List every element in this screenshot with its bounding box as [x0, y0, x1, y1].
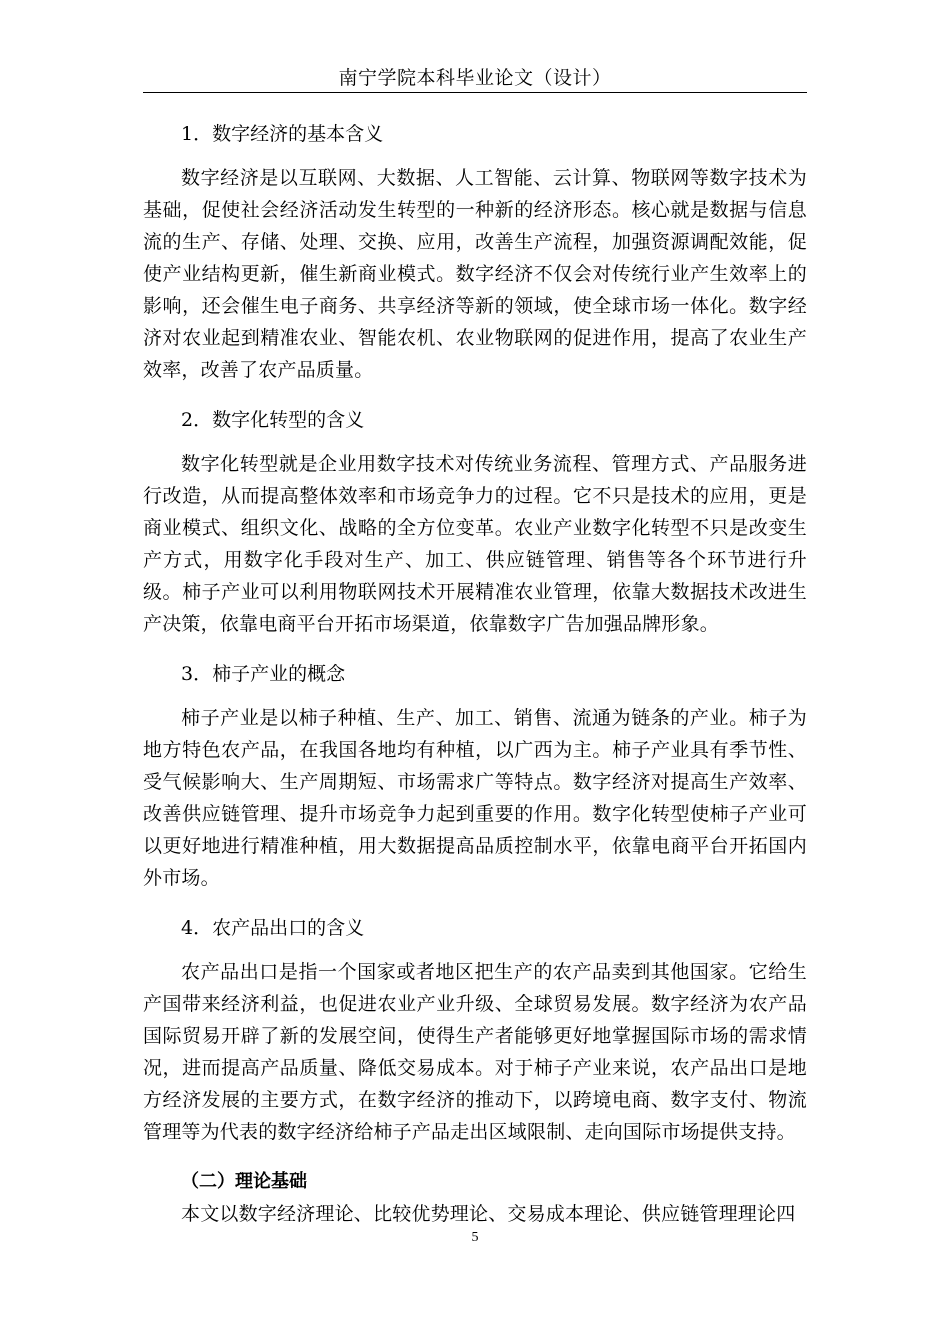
subsection-heading-4: 4．农产品出口的含义	[181, 917, 365, 939]
subsection-heading-2: 2．数字化转型的含义	[181, 409, 365, 431]
paragraph-theory: 本文以数字经济理论、比较优势理论、交易成本理论、供应链管理理论四	[181, 1203, 796, 1225]
subsection-heading-3: 3．柿子产业的概念	[181, 663, 346, 685]
subsection-heading-1: 1．数字经济的基本含义	[181, 123, 384, 145]
page-header: 南宁学院本科毕业论文（设计）	[143, 64, 807, 93]
page-number: 5	[471, 1230, 479, 1245]
section-heading-theory: （二）理论基础	[181, 1171, 307, 1192]
paragraph-digital-transformation: 数字化转型就是企业用数字技术对传统业务流程、管理方式、产品服务进行改造，从而提高整体效率和市场竞争力的过程。它不只是技术的应用，更是商业模式、组织文化、战略的全方位变革。农业产业数字化转型不只是改变生产方式，用数字化手段对生产、加工、供应链管理、销售等各个环节进行升级。柿子产业可以利用物联网技术开展精准农业管理，依靠大数据技术改进生产决策，依靠电商平台开拓市场渠道，依靠数字广告加强品牌形象。	[143, 453, 807, 635]
paragraph-digital-economy: 数字经济是以互联网、大数据、人工智能、云计算、物联网等数字技术为基础，促使社会经济活动发生转型的一种新的经济形态。核心就是数据与信息流的生产、存储、处理、交换、应用，改善生产流程，加强资源调配效能，促使产业结构更新，催生新商业模式。数字经济不仅会对传统行业产生效率上的影响，还会催生电子商务、共享经济等新的领域，使全球市场一体化。数字经济对农业起到精准农业、智能农机、农业物联网的促进作用，提高了农业生产效率，改善了农产品质量。	[143, 167, 807, 381]
paragraph-persimmon-industry: 柿子产业是以柿子种植、生产、加工、销售、流通为链条的产业。柿子为地方特色农产品，在我国各地均有种植，以广西为主。柿子产业具有季节性、受气候影响大、生产周期短、市场需求广等特点。数字经济对提高生产效率、改善供应链管理、提升市场竞争力起到重要的作用。数字化转型使柿子产业可以更好地进行精准种植，用大数据提高品质控制水平，依靠电商平台开拓国内外市场。	[143, 707, 807, 889]
document-body	[143, 118, 807, 1230]
paragraph-agri-export: 农产品出口是指一个国家或者地区把生产的农产品卖到其他国家。它给生产国带来经济利益，也促进农业产业升级、全球贸易发展。数字经济为农产品国际贸易开辟了新的发展空间，使得生产者能够更好地掌握国际市场的需求情况，进而提高产品质量、降低交易成本。对于柿子产业来说，农产品出口是地方经济发展的主要方式，在数字经济的推动下，以跨境电商、数字支付、物流管理等为代表的数字经济给柿子产品走出区域限制、走向国际市场提供支持。	[143, 961, 807, 1143]
